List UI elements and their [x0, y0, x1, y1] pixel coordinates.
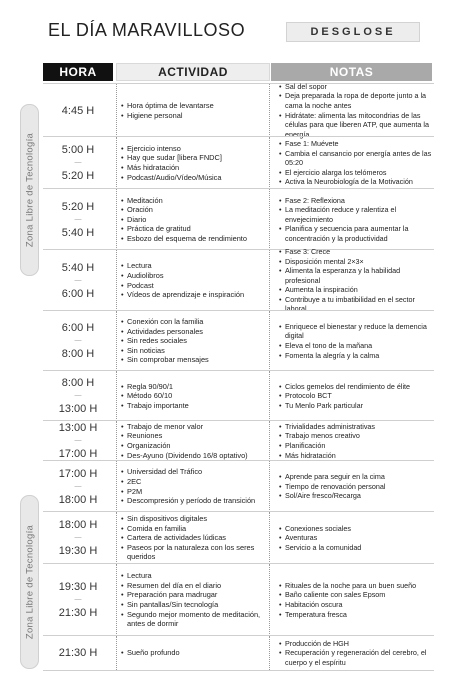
table-row	[43, 136, 434, 189]
page-title: EL DÍA MARAVILLOSO	[48, 20, 246, 40]
list-item: • Paseos por la naturaleza con los seres queridos	[121, 543, 269, 562]
time-separator: —	[74, 482, 82, 490]
list-item: • Podcast	[121, 281, 244, 291]
list-item: • Enriquece el bienestar y reduce la demencia digital	[279, 322, 435, 341]
table-row	[43, 83, 434, 137]
time-cell	[43, 311, 113, 371]
list-item: • Audiolibros	[121, 271, 244, 281]
table-row	[43, 188, 434, 250]
time-cell	[43, 371, 113, 421]
time-label: 19:30 H	[58, 545, 98, 557]
list-item: • Higiene personal	[121, 111, 214, 121]
tech-free-zone-evening	[20, 495, 39, 669]
list-item: • Meditación	[121, 196, 247, 206]
table-row	[43, 635, 434, 671]
notes-cell	[275, 371, 435, 421]
activity-cell	[116, 137, 270, 189]
time-label: 17:00 H	[58, 467, 98, 480]
list-item: • Sin pantallas/Sin tecnología	[121, 600, 269, 610]
time-separator: —	[74, 392, 82, 399]
activity-cell	[116, 250, 270, 311]
list-item: • Sin noticias	[121, 346, 209, 356]
time-separator: —	[74, 437, 82, 444]
table-row	[43, 246, 434, 314]
list-item: • Habitación oscura	[279, 600, 416, 610]
notes-cell	[275, 512, 435, 564]
list-item: • El ejercicio alarga los telómeros	[279, 168, 435, 178]
table-row	[43, 370, 434, 421]
time-label: 4:45 H	[61, 104, 95, 117]
time-separator: —	[74, 596, 82, 603]
list-item: • Trabajo menos creativo	[279, 431, 375, 441]
list-item: • Oración	[121, 205, 247, 215]
time-label: 5:00 H	[61, 144, 95, 156]
list-item: • Aumenta la inspiración	[279, 285, 435, 295]
list-item: • Fase 3: Crece	[279, 247, 435, 257]
time-label: 5:20 H	[61, 170, 95, 182]
list-item: • Des-Ayuno (Dividendo 16/8 optativo)	[121, 451, 248, 461]
list-item: • Baño caliente con sales Epsom	[279, 590, 416, 600]
time-label: 8:00 H	[61, 377, 95, 389]
activity-cell	[116, 311, 270, 371]
time-cell	[43, 461, 113, 512]
list-item: • Cambia el cansancio por energía antes de las 05:20	[279, 149, 435, 168]
time-label: 8:00 H	[61, 348, 95, 360]
tech-free-zone-morning	[20, 104, 39, 276]
list-item: • Sin dispositivos digitales	[121, 514, 269, 524]
time-label: 5:40 H	[61, 261, 95, 274]
time-label: 19:30 H	[58, 581, 98, 593]
time-separator: —	[74, 215, 82, 223]
header-notas: NOTAS	[271, 63, 432, 81]
activity-cell	[116, 512, 270, 564]
list-item: • La meditación reduce y ralentiza el envejecimiento	[279, 205, 435, 224]
list-item: • Eleva el tono de la mañana	[279, 341, 435, 351]
list-item: • Rituales de la noche para un buen sueño	[279, 581, 416, 591]
list-item: • Trabajo importante	[121, 401, 189, 411]
list-item: • Deja preparada la ropa de deporte junto a la cama la noche antes	[279, 91, 435, 110]
list-item: • Segundo mejor momento de meditación, antes de dormir	[121, 610, 269, 629]
table-row	[43, 420, 434, 461]
time-label: 5:20 H	[61, 200, 95, 213]
zone-label: Zona Libre de Tecnología	[24, 524, 35, 640]
list-item: • Alimenta la esperanza y la habilidad profesional	[279, 266, 435, 285]
list-item: • Ejercicio intenso	[121, 144, 222, 154]
notes-cell	[275, 189, 435, 250]
time-label: 17:00 H	[58, 448, 98, 460]
table-row	[43, 563, 434, 636]
list-item: • Servicio a la comunidad	[279, 543, 361, 553]
header-actividad: ACTIVIDAD	[116, 63, 270, 81]
time-label: 6:00 H	[61, 287, 95, 300]
list-item: • Hay que sudar [libera FNDC]	[121, 153, 222, 163]
list-item: • Actividades personales	[121, 327, 209, 337]
list-item: • Fomenta la alegría y la calma	[279, 351, 435, 361]
list-item: • Universidad del Tráfico	[121, 467, 255, 477]
list-item: • 2EC	[121, 477, 255, 487]
list-item: • Aprende para seguir en la cima	[279, 472, 385, 482]
time-cell	[43, 636, 113, 670]
time-label: 5:40 H	[61, 226, 95, 239]
list-item: • Cartera de actividades lúdicas	[121, 533, 269, 543]
list-item: • Sin redes sociales	[121, 336, 209, 346]
time-cell	[43, 137, 113, 189]
activity-cell	[116, 84, 270, 137]
list-item: • Ciclos gemelos del rendimiento de élite	[279, 382, 410, 392]
notes-cell	[275, 636, 435, 670]
time-label: 18:00 H	[58, 519, 98, 531]
list-item: • Esbozo del esquema de rendimiento	[121, 234, 247, 244]
notes-cell	[275, 311, 435, 371]
list-item: • Método 60/10	[121, 391, 189, 401]
table-row	[43, 511, 434, 564]
list-item: • Sin comprobar mensajes	[121, 355, 209, 365]
list-item: • Lectura	[121, 261, 244, 271]
time-label: 18:00 H	[58, 493, 98, 506]
time-cell	[43, 421, 113, 461]
activity-cell	[116, 636, 270, 670]
list-item: • Planifica y secuencia para aumentar la concentración y la productividad	[279, 224, 435, 243]
time-cell	[43, 564, 113, 636]
list-item: • Sal del sopor	[279, 82, 435, 92]
list-item: • Tu Menlo Park particular	[279, 401, 410, 411]
list-item: • Hidrátate: alimenta las mitocondrias de las células para que liberen ATP, que aumenta la energía	[279, 111, 435, 140]
list-item: • P2M	[121, 487, 255, 497]
time-label: 6:00 H	[61, 322, 95, 334]
list-item: • Más hidratación	[279, 451, 375, 461]
time-cell	[43, 512, 113, 564]
activity-cell	[116, 189, 270, 250]
notes-cell	[275, 246, 435, 314]
list-item: • Comida en familia	[121, 524, 269, 534]
list-item: • Vídeos de aprendizaje e inspiración	[121, 290, 244, 300]
time-separator: —	[74, 534, 82, 541]
list-item: • Lectura	[121, 571, 269, 581]
list-item: • Protocolo BCT	[279, 391, 410, 401]
list-item: • Fase 1: Muévete	[279, 139, 435, 149]
table-row	[43, 310, 434, 371]
list-item: • Conexiones sociales	[279, 524, 361, 534]
list-item: • Tiempo de renovación personal	[279, 482, 385, 492]
zone-label: Zona Libre de Tecnología	[24, 132, 35, 248]
notes-cell	[275, 137, 435, 189]
list-item: • Sueño profundo	[121, 648, 180, 658]
list-item: • Resumen del día en el diario	[121, 581, 269, 591]
time-label: 13:00 H	[58, 422, 98, 434]
time-label: 21:30 H	[58, 647, 98, 659]
time-separator: —	[74, 276, 82, 284]
notes-cell	[275, 564, 435, 636]
time-cell	[43, 250, 113, 311]
notes-cell	[275, 81, 435, 139]
list-item: • Activa la Neurobiología de la Motivación	[279, 177, 435, 187]
time-separator: —	[74, 159, 82, 166]
list-item: • Disposición mental 2×3×	[279, 257, 435, 267]
list-item: • Práctica de gratitud	[121, 224, 247, 234]
activity-cell	[116, 371, 270, 421]
list-item: • Diario	[121, 215, 247, 225]
list-item: • Planificación	[279, 441, 375, 451]
desglose-badge: DESGLOSE	[286, 22, 420, 42]
list-item: • Conexión con la familia	[121, 317, 209, 327]
notes-cell	[275, 461, 435, 512]
list-item: • Trabajo de menor valor	[121, 422, 248, 432]
activity-cell	[116, 564, 270, 636]
activity-cell	[116, 421, 270, 461]
list-item: • Fase 2: Reflexiona	[279, 196, 435, 206]
list-item: • Contribuye a tu imbatibilidad en el sector laboral	[279, 295, 435, 314]
list-item: • Hora óptima de levantarse	[121, 101, 214, 111]
list-item: • Preparación para madrugar	[121, 590, 269, 600]
activity-cell	[116, 461, 270, 512]
list-item: • Reuniones	[121, 431, 248, 441]
list-item: • Producción de HGH	[279, 639, 435, 649]
time-separator: —	[74, 337, 82, 344]
list-item: • Trivialidades administrativas	[279, 422, 375, 432]
time-label: 13:00 H	[58, 403, 98, 415]
list-item: • Regla 90/90/1	[121, 382, 189, 392]
list-item: • Descompresión y período de transición	[121, 496, 255, 506]
list-item: • Aventuras	[279, 533, 361, 543]
list-item: • Temperatura fresca	[279, 610, 416, 620]
time-cell	[43, 189, 113, 250]
header-hora: HORA	[43, 63, 113, 81]
time-label: 21:30 H	[58, 607, 98, 619]
list-item: • Recuperación y regeneración del cerebro, el cuerpo y el espíritu	[279, 648, 435, 667]
list-item: • Sol/Aire fresco/Recarga	[279, 491, 385, 501]
list-item: • Organización	[121, 441, 248, 451]
list-item: • Podcast/Audio/Vídeo/Música	[121, 173, 222, 183]
table-row	[43, 460, 434, 512]
time-cell	[43, 84, 113, 137]
list-item: • Más hidratación	[121, 163, 222, 173]
notes-cell	[275, 421, 435, 461]
